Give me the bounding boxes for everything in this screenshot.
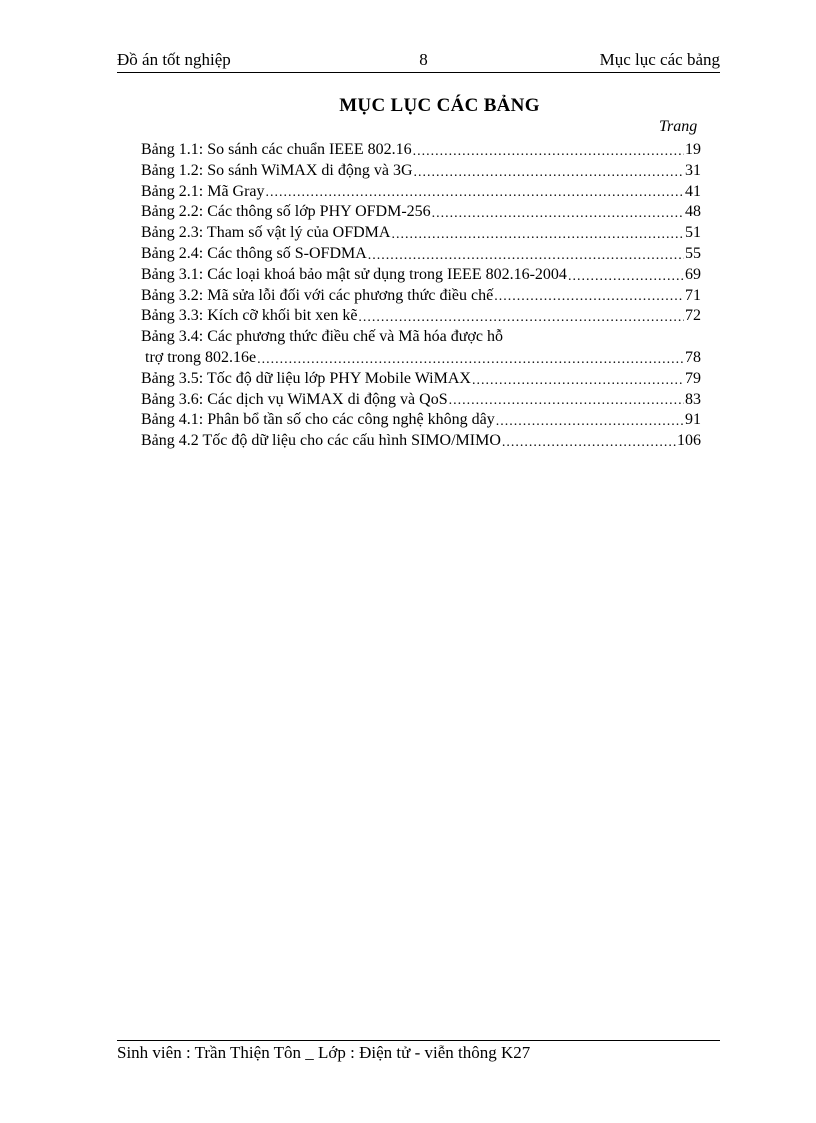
- toc-entry-page: 72: [685, 307, 701, 325]
- toc-entry-label: Bảng 2.4: Các thông số S-OFDMA: [141, 244, 367, 262]
- toc-entry-label: Bảng 1.2: So sánh WiMAX di động và 3G: [141, 161, 413, 179]
- toc-entry[interactable]: [141, 265, 701, 286]
- toc-entry-label: Bảng 3.5: Tốc độ dữ liệu lớp PHY Mobile WiMAX: [141, 369, 471, 387]
- footer-divider: [117, 1040, 720, 1041]
- header-page-number: 8: [419, 50, 428, 69]
- toc-entry[interactable]: [141, 182, 701, 203]
- table-of-tables: [141, 140, 701, 452]
- toc-entry-page: 41: [685, 182, 701, 200]
- toc-entry-label: Bảng 3.4: Các phương thức điều chế và Mã hóa được hỗ: [141, 328, 503, 346]
- toc-leader-dots: [472, 372, 684, 390]
- toc-leader-dots: [413, 143, 684, 161]
- page-title: MỤC LỤC CÁC BẢNG: [339, 95, 540, 116]
- toc-entry[interactable]: [141, 327, 701, 348]
- toc-entry-page: 106: [677, 432, 701, 450]
- toc-entry-page: 78: [685, 348, 701, 366]
- toc-entry-label: Bảng 4.1: Phân bổ tần số cho các công nghệ không dây: [141, 411, 495, 429]
- toc-entry[interactable]: [141, 390, 701, 411]
- toc-entry-page: 55: [685, 244, 701, 262]
- toc-leader-dots: [496, 413, 684, 431]
- toc-leader-dots: [368, 247, 684, 265]
- toc-entry-label: Bảng 2.3: Tham số vật lý của OFDMA: [141, 224, 391, 242]
- toc-entry-label: Bảng 3.1: Các loại khoá bảo mật sử dụng trong IEEE 802.16-2004: [141, 265, 567, 283]
- toc-leader-dots: [568, 268, 684, 286]
- toc-entry[interactable]: [141, 431, 701, 452]
- toc-entry[interactable]: [141, 369, 701, 390]
- toc-entry-label: Bảng 1.1: So sánh các chuẩn IEEE 802.16: [141, 141, 412, 158]
- toc-entry-label: Bảng 3.3: Kích cỡ khối bit xen kẽ: [141, 307, 358, 325]
- toc-leader-dots: [257, 351, 684, 369]
- toc-entry-page: 91: [685, 411, 701, 429]
- toc-entry-page: 48: [685, 203, 701, 221]
- toc-entry-label: Bảng 2.2: Các thông số lớp PHY OFDM-256: [141, 203, 431, 221]
- toc-leader-dots: [391, 226, 684, 244]
- header-section-title: Mục lục các bảng: [599, 50, 720, 69]
- toc-entry[interactable]: [141, 161, 701, 182]
- toc-leader-dots: [502, 434, 676, 452]
- toc-entry[interactable]: [141, 140, 701, 161]
- toc-entry[interactable]: [141, 202, 701, 223]
- toc-entry-continuation[interactable]: [141, 348, 701, 369]
- header-document-type: Đồ án tốt nghiệp: [117, 50, 231, 69]
- toc-entry-label: Bảng 3.2: Mã sửa lỗi đối với các phương thức điều chế: [141, 286, 494, 304]
- toc-entry-page: 79: [685, 369, 701, 387]
- toc-entry-page: 69: [685, 265, 701, 283]
- toc-leader-dots: [358, 309, 684, 327]
- toc-entry-label: Bảng 2.1: Mã Gray: [141, 182, 265, 200]
- page-header: [117, 50, 720, 73]
- toc-leader-dots: [414, 164, 685, 182]
- toc-entry[interactable]: [141, 410, 701, 431]
- toc-entry[interactable]: [141, 244, 701, 265]
- toc-entry-page: 31: [685, 161, 701, 179]
- toc-leader-dots: [432, 205, 684, 223]
- toc-entry-label: Bảng 3.6: Các dịch vụ WiMAX di động và QoS: [141, 390, 448, 408]
- toc-entry-label: Bảng 4.2 Tốc độ dữ liệu cho các cấu hình SIMO/MIMO: [141, 432, 501, 450]
- toc-leader-dots: [494, 288, 684, 306]
- toc-entry-page: 51: [685, 224, 701, 242]
- toc-leader-dots: [449, 392, 684, 410]
- toc-entry[interactable]: [141, 223, 701, 244]
- toc-leader-dots: [266, 184, 684, 202]
- toc-entry[interactable]: [141, 286, 701, 307]
- toc-entry-label-continued: trợ trong 802.16e: [145, 348, 257, 366]
- toc-entry-page: 83: [685, 390, 701, 408]
- toc-entry-page: 19: [685, 141, 701, 158]
- toc-entry-page: 71: [685, 286, 701, 304]
- toc-entry[interactable]: [141, 306, 701, 327]
- page-footer: Sinh viên : Trần Thiện Tôn _ Lớp : Điện tử - viễn thông K27: [117, 1043, 531, 1062]
- page-column-label: Trang: [659, 118, 698, 135]
